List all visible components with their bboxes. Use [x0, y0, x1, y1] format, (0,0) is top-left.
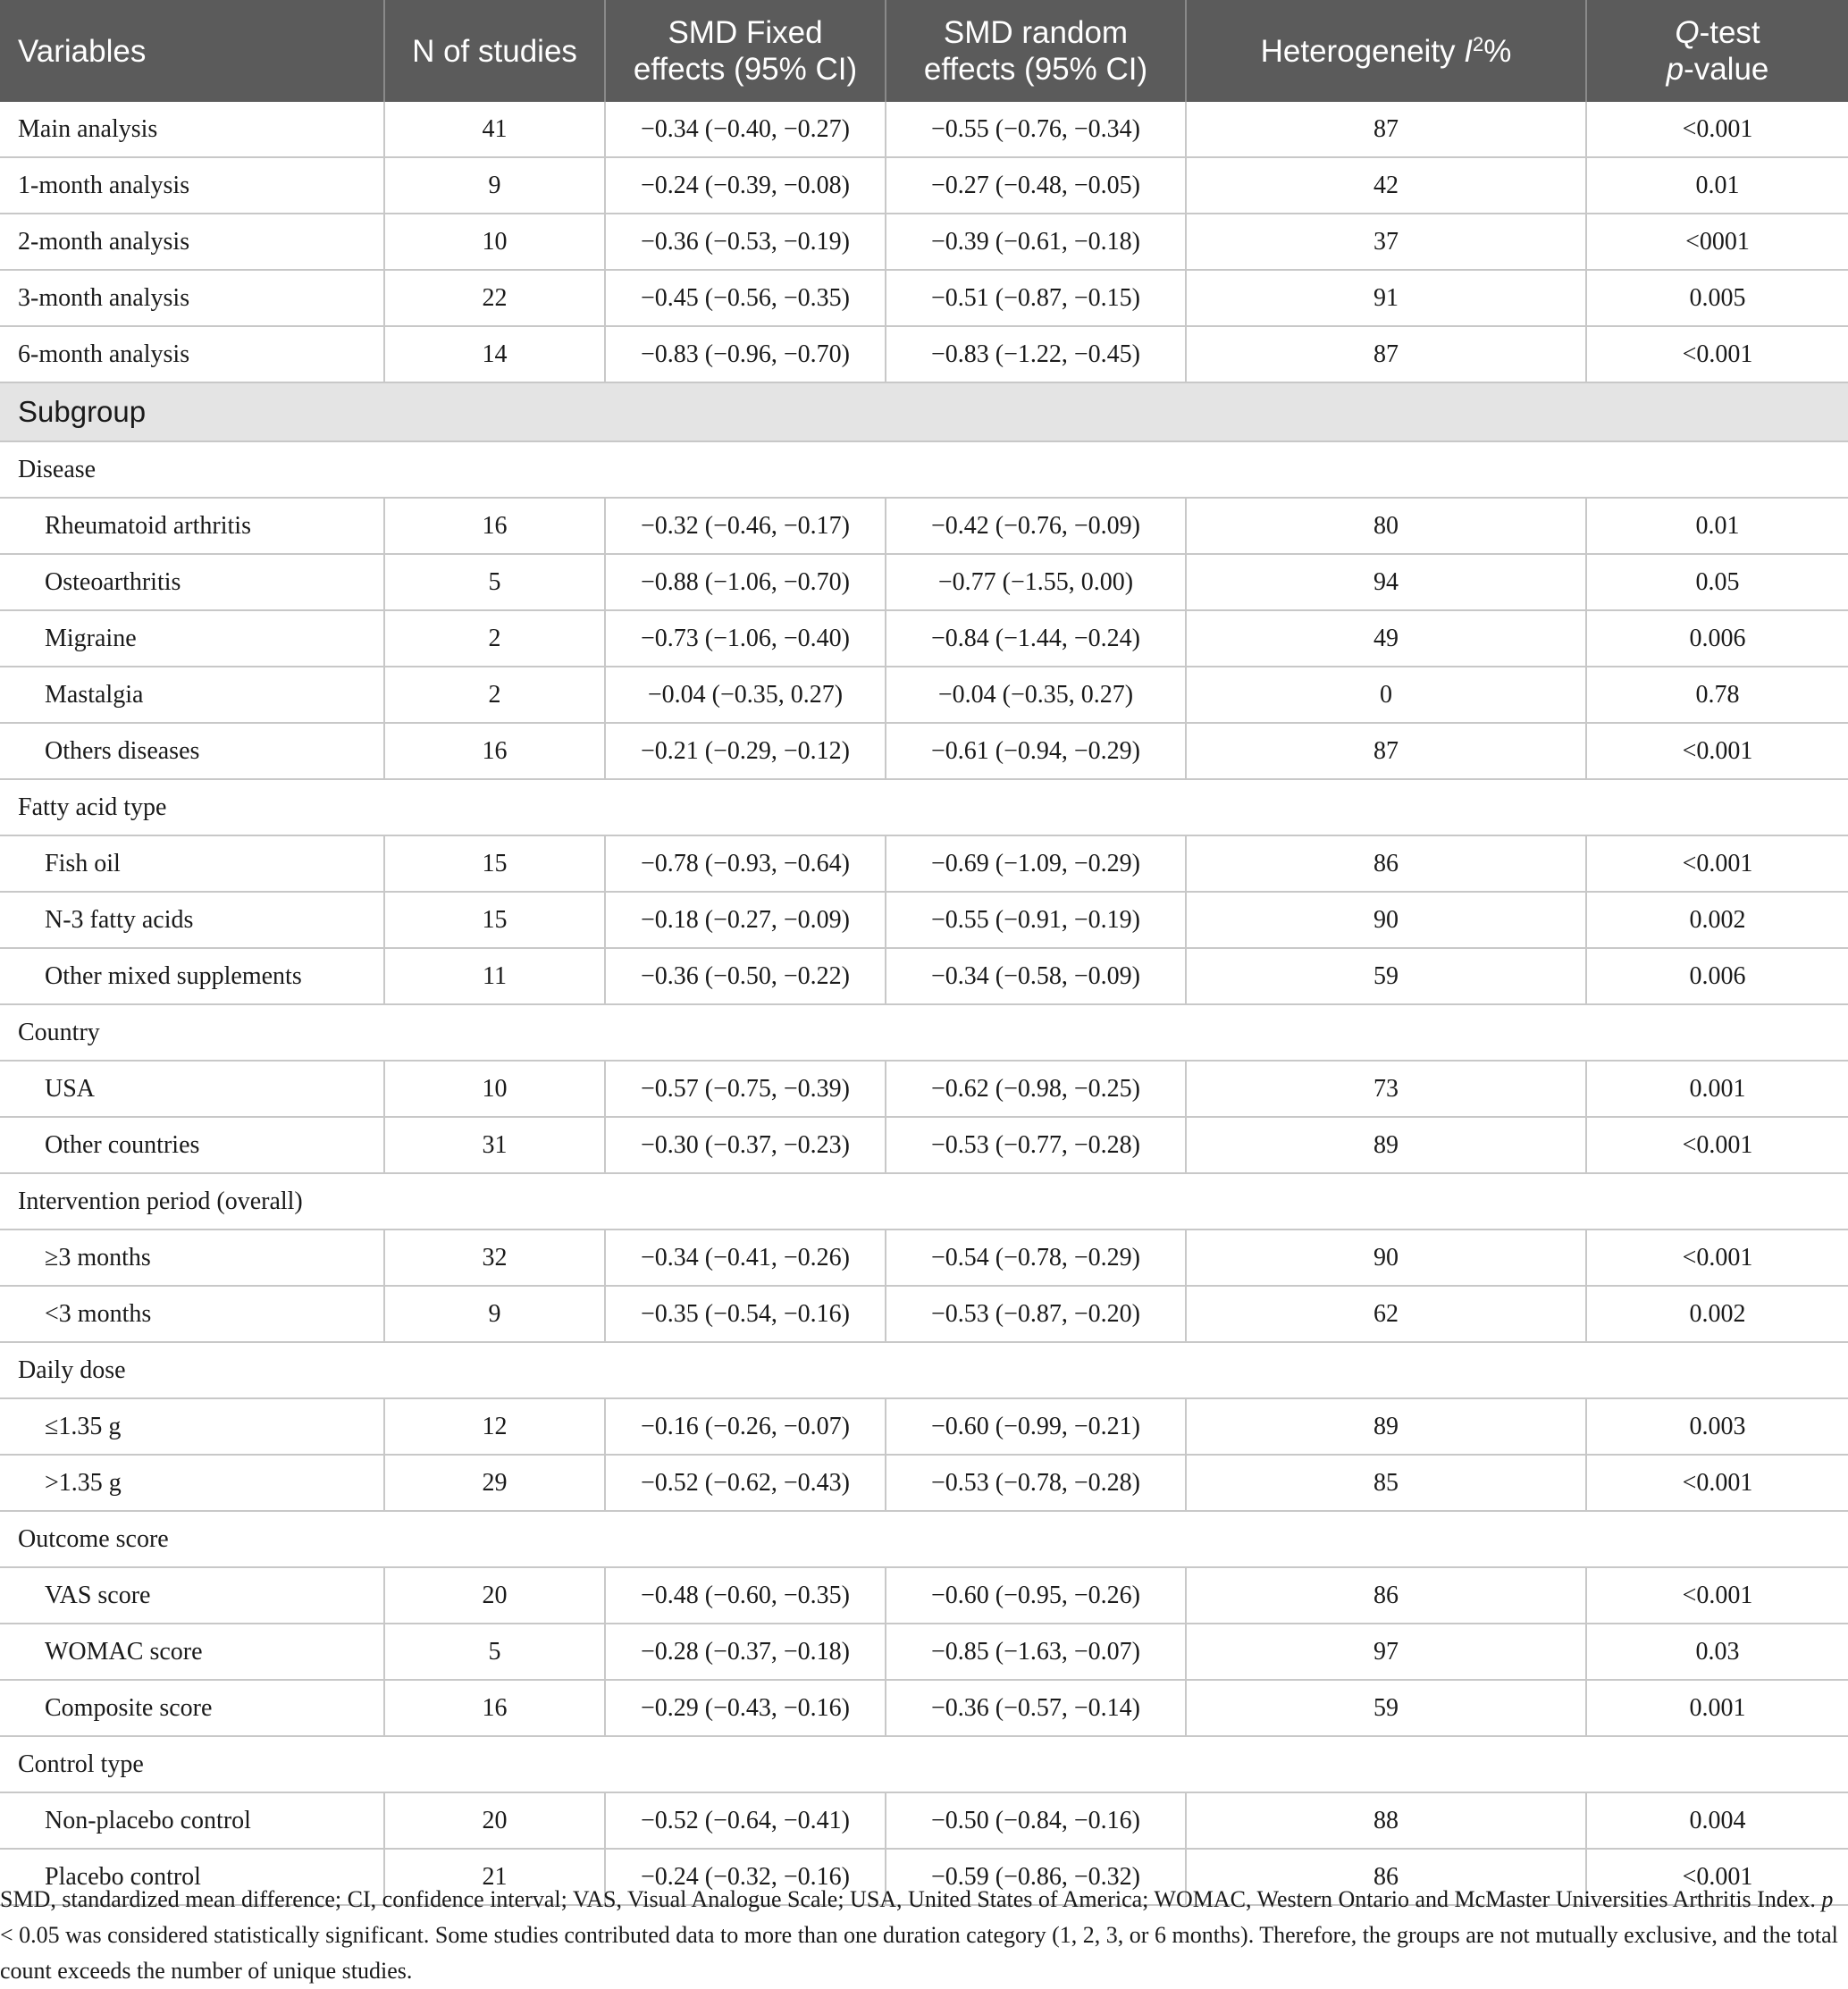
row-p-value: 0.78	[1586, 667, 1848, 723]
row-smd-random: −0.51 (−0.87, −0.15)	[886, 270, 1186, 326]
row-p-value: 0.005	[1586, 270, 1848, 326]
row-heterogeneity: 42	[1186, 157, 1586, 214]
row-smd-fixed: −0.88 (−1.06, −0.70)	[605, 554, 886, 610]
row-p-value: 0.003	[1586, 1398, 1848, 1455]
table-row	[0, 1229, 1848, 1286]
row-heterogeneity: 94	[1186, 554, 1586, 610]
row-smd-random: −0.50 (−0.84, −0.16)	[886, 1792, 1186, 1849]
row-heterogeneity: 86	[1186, 1567, 1586, 1624]
row-heterogeneity: 0	[1186, 667, 1586, 723]
table-row	[0, 326, 1848, 382]
row-label: Rheumatoid arthritis	[0, 498, 384, 554]
row-label: Others diseases	[0, 723, 384, 779]
table-row	[0, 1286, 1848, 1342]
row-heterogeneity: 90	[1186, 1229, 1586, 1286]
row-label: Main analysis	[0, 102, 384, 157]
row-n-studies: 5	[384, 1624, 605, 1680]
row-smd-fixed: −0.78 (−0.93, −0.64)	[605, 835, 886, 892]
row-smd-fixed: −0.83 (−0.96, −0.70)	[605, 326, 886, 382]
row-p-value: 0.03	[1586, 1624, 1848, 1680]
table-row	[0, 1792, 1848, 1849]
category-row-label: Control type	[0, 1736, 1848, 1792]
table-row	[0, 835, 1848, 892]
category-row	[0, 1342, 1848, 1398]
row-label: ≤1.35 g	[0, 1398, 384, 1455]
row-label: <3 months	[0, 1286, 384, 1342]
row-smd-random: −0.04 (−0.35, 0.27)	[886, 667, 1186, 723]
category-row	[0, 1004, 1848, 1061]
table-row	[0, 1117, 1848, 1173]
row-heterogeneity: 90	[1186, 892, 1586, 948]
row-heterogeneity: 85	[1186, 1455, 1586, 1511]
header-row	[0, 0, 1848, 102]
table-row	[0, 498, 1848, 554]
row-n-studies: 15	[384, 892, 605, 948]
row-p-value: <0.001	[1586, 835, 1848, 892]
table-row	[0, 157, 1848, 214]
row-p-value: <0.001	[1586, 102, 1848, 157]
row-p-value: <0.001	[1586, 1229, 1848, 1286]
row-p-value: 0.006	[1586, 610, 1848, 667]
row-p-value: 0.002	[1586, 892, 1848, 948]
row-label: VAS score	[0, 1567, 384, 1624]
row-label: >1.35 g	[0, 1455, 384, 1511]
row-smd-fixed: −0.28 (−0.37, −0.18)	[605, 1624, 886, 1680]
row-n-studies: 21	[384, 1849, 605, 1905]
row-n-studies: 29	[384, 1455, 605, 1511]
row-heterogeneity: 86	[1186, 1849, 1586, 1905]
row-label: Composite score	[0, 1680, 384, 1736]
row-heterogeneity: 73	[1186, 1061, 1586, 1117]
row-n-studies: 16	[384, 723, 605, 779]
row-label: 3-month analysis	[0, 270, 384, 326]
table-row	[0, 610, 1848, 667]
row-label: Mastalgia	[0, 667, 384, 723]
row-smd-fixed: −0.32 (−0.46, −0.17)	[605, 498, 886, 554]
category-row	[0, 1173, 1848, 1229]
row-n-studies: 12	[384, 1398, 605, 1455]
row-label: 6-month analysis	[0, 326, 384, 382]
row-smd-random: −0.55 (−0.91, −0.19)	[886, 892, 1186, 948]
row-smd-random: −0.62 (−0.98, −0.25)	[886, 1061, 1186, 1117]
header-q-test: Q-test p-value	[1586, 0, 1848, 102]
table-header	[0, 0, 1848, 102]
row-smd-fixed: −0.24 (−0.32, −0.16)	[605, 1849, 886, 1905]
header-variables: Variables	[0, 0, 384, 102]
row-p-value: <0001	[1586, 214, 1848, 270]
row-smd-random: −0.61 (−0.94, −0.29)	[886, 723, 1186, 779]
row-heterogeneity: 97	[1186, 1624, 1586, 1680]
row-smd-random: −0.59 (−0.86, −0.32)	[886, 1849, 1186, 1905]
row-p-value: <0.001	[1586, 1455, 1848, 1511]
row-label: USA	[0, 1061, 384, 1117]
row-smd-fixed: −0.52 (−0.62, −0.43)	[605, 1455, 886, 1511]
row-n-studies: 16	[384, 498, 605, 554]
row-n-studies: 9	[384, 157, 605, 214]
row-smd-fixed: −0.16 (−0.26, −0.07)	[605, 1398, 886, 1455]
row-p-value: 0.05	[1586, 554, 1848, 610]
row-heterogeneity: 86	[1186, 835, 1586, 892]
row-smd-random: −0.60 (−0.95, −0.26)	[886, 1567, 1186, 1624]
row-smd-random: −0.53 (−0.78, −0.28)	[886, 1455, 1186, 1511]
table-row	[0, 892, 1848, 948]
table-row	[0, 1398, 1848, 1455]
row-smd-fixed: −0.52 (−0.64, −0.41)	[605, 1792, 886, 1849]
row-n-studies: 9	[384, 1286, 605, 1342]
category-row-label: Fatty acid type	[0, 779, 1848, 835]
row-heterogeneity: 89	[1186, 1117, 1586, 1173]
category-row-label: Outcome score	[0, 1511, 1848, 1567]
row-smd-random: −0.77 (−1.55, 0.00)	[886, 554, 1186, 610]
row-n-studies: 20	[384, 1567, 605, 1624]
row-smd-random: −0.60 (−0.99, −0.21)	[886, 1398, 1186, 1455]
row-label: Other mixed supplements	[0, 948, 384, 1004]
row-n-studies: 32	[384, 1229, 605, 1286]
table-row	[0, 214, 1848, 270]
table-row	[0, 667, 1848, 723]
row-smd-random: −0.53 (−0.77, −0.28)	[886, 1117, 1186, 1173]
table-row	[0, 1567, 1848, 1624]
table-row	[0, 554, 1848, 610]
row-smd-fixed: −0.57 (−0.75, −0.39)	[605, 1061, 886, 1117]
header-smd-random: SMD random effects (95% CI)	[886, 0, 1186, 102]
row-n-studies: 10	[384, 214, 605, 270]
row-smd-fixed: −0.48 (−0.60, −0.35)	[605, 1567, 886, 1624]
table-row	[0, 270, 1848, 326]
row-p-value: 0.006	[1586, 948, 1848, 1004]
row-smd-fixed: −0.04 (−0.35, 0.27)	[605, 667, 886, 723]
row-smd-fixed: −0.29 (−0.43, −0.16)	[605, 1680, 886, 1736]
row-smd-random: −0.69 (−1.09, −0.29)	[886, 835, 1186, 892]
row-smd-fixed: −0.24 (−0.39, −0.08)	[605, 157, 886, 214]
row-smd-fixed: −0.34 (−0.40, −0.27)	[605, 102, 886, 157]
row-heterogeneity: 37	[1186, 214, 1586, 270]
row-smd-random: −0.36 (−0.57, −0.14)	[886, 1680, 1186, 1736]
row-label: Other countries	[0, 1117, 384, 1173]
header-heterogeneity: Heterogeneity $I^2\%$	[1186, 0, 1586, 102]
row-label: Fish oil	[0, 835, 384, 892]
row-p-value: <0.001	[1586, 1849, 1848, 1905]
header-n-studies: N of studies	[384, 0, 605, 102]
row-smd-random: −0.53 (−0.87, −0.20)	[886, 1286, 1186, 1342]
row-smd-random: −0.34 (−0.58, −0.09)	[886, 948, 1186, 1004]
table-row	[0, 1624, 1848, 1680]
row-smd-random: −0.55 (−0.76, −0.34)	[886, 102, 1186, 157]
table-footnote: SMD, standardized mean difference; CI, confidence interval; VAS, Visual Analogue Scale; USA, United States of America; WOMAC, Western Ontario and McMaster Universities Arthritis Index. p < 0.05 was considered statistically significant. Some studies contributed data to more than one duration category (1, 2, 3, or 6 months). Therefore, the groups are not mutually exclusive, and the total count exceeds the number of unique studies.	[0, 1886, 1838, 1984]
row-smd-fixed: −0.34 (−0.41, −0.26)	[605, 1229, 886, 1286]
category-row	[0, 779, 1848, 835]
row-smd-random: −0.54 (−0.78, −0.29)	[886, 1229, 1186, 1286]
row-smd-random: −0.27 (−0.48, −0.05)	[886, 157, 1186, 214]
table-row	[0, 1680, 1848, 1736]
subgroup-section-row-label: Subgroup	[0, 382, 1848, 441]
row-p-value: 0.001	[1586, 1061, 1848, 1117]
row-smd-fixed: −0.36 (−0.50, −0.22)	[605, 948, 886, 1004]
row-n-studies: 11	[384, 948, 605, 1004]
row-p-value: 0.01	[1586, 498, 1848, 554]
row-heterogeneity: 87	[1186, 102, 1586, 157]
row-heterogeneity: 62	[1186, 1286, 1586, 1342]
row-p-value: 0.004	[1586, 1792, 1848, 1849]
row-p-value: 0.01	[1586, 157, 1848, 214]
row-heterogeneity: 88	[1186, 1792, 1586, 1849]
row-label: Placebo control	[0, 1849, 384, 1905]
row-p-value: <0.001	[1586, 1117, 1848, 1173]
row-label: Migraine	[0, 610, 384, 667]
row-smd-fixed: −0.45 (−0.56, −0.35)	[605, 270, 886, 326]
row-label: 1-month analysis	[0, 157, 384, 214]
row-n-studies: 31	[384, 1117, 605, 1173]
row-heterogeneity: 80	[1186, 498, 1586, 554]
table-row	[0, 723, 1848, 779]
row-n-studies: 10	[384, 1061, 605, 1117]
row-p-value: <0.001	[1586, 1567, 1848, 1624]
row-smd-fixed: −0.35 (−0.54, −0.16)	[605, 1286, 886, 1342]
row-smd-fixed: −0.36 (−0.53, −0.19)	[605, 214, 886, 270]
row-n-studies: 5	[384, 554, 605, 610]
row-label: 2-month analysis	[0, 214, 384, 270]
row-p-value: <0.001	[1586, 326, 1848, 382]
row-heterogeneity: 59	[1186, 1680, 1586, 1736]
row-smd-fixed: −0.18 (−0.27, −0.09)	[605, 892, 886, 948]
row-smd-fixed: −0.30 (−0.37, −0.23)	[605, 1117, 886, 1173]
row-smd-fixed: −0.21 (−0.29, −0.12)	[605, 723, 886, 779]
table-row	[0, 1455, 1848, 1511]
row-label: ≥3 months	[0, 1229, 384, 1286]
row-smd-random: −0.39 (−0.61, −0.18)	[886, 214, 1186, 270]
row-smd-random: −0.85 (−1.63, −0.07)	[886, 1624, 1186, 1680]
row-heterogeneity: 59	[1186, 948, 1586, 1004]
row-n-studies: 20	[384, 1792, 605, 1849]
row-smd-random: −0.42 (−0.76, −0.09)	[886, 498, 1186, 554]
category-row	[0, 1511, 1848, 1567]
row-heterogeneity: 49	[1186, 610, 1586, 667]
row-heterogeneity: 87	[1186, 723, 1586, 779]
category-row-label: Daily dose	[0, 1342, 1848, 1398]
row-smd-random: −0.84 (−1.44, −0.24)	[886, 610, 1186, 667]
table-body	[0, 102, 1848, 1905]
row-label: N-3 fatty acids	[0, 892, 384, 948]
row-n-studies: 2	[384, 610, 605, 667]
header-smd-fixed: SMD Fixed effects (95% CI)	[605, 0, 886, 102]
category-row	[0, 1736, 1848, 1792]
row-p-value: 0.002	[1586, 1286, 1848, 1342]
row-p-value: 0.001	[1586, 1680, 1848, 1736]
row-smd-fixed: −0.73 (−1.06, −0.40)	[605, 610, 886, 667]
category-row-label: Intervention period (overall)	[0, 1173, 1848, 1229]
category-row-label: Disease	[0, 441, 1848, 498]
table-row	[0, 948, 1848, 1004]
category-row	[0, 441, 1848, 498]
row-heterogeneity: 91	[1186, 270, 1586, 326]
row-n-studies: 22	[384, 270, 605, 326]
row-p-value: <0.001	[1586, 723, 1848, 779]
row-n-studies: 14	[384, 326, 605, 382]
table-row	[0, 102, 1848, 157]
row-label: Non-placebo control	[0, 1792, 384, 1849]
row-label: Osteoarthritis	[0, 554, 384, 610]
row-n-studies: 15	[384, 835, 605, 892]
row-n-studies: 41	[384, 102, 605, 157]
table-row	[0, 1061, 1848, 1117]
category-row-label: Country	[0, 1004, 1848, 1061]
row-n-studies: 2	[384, 667, 605, 723]
row-smd-random: −0.83 (−1.22, −0.45)	[886, 326, 1186, 382]
row-heterogeneity: 89	[1186, 1398, 1586, 1455]
row-heterogeneity: 87	[1186, 326, 1586, 382]
row-label: WOMAC score	[0, 1624, 384, 1680]
subgroup-section-row	[0, 382, 1848, 441]
row-n-studies: 16	[384, 1680, 605, 1736]
